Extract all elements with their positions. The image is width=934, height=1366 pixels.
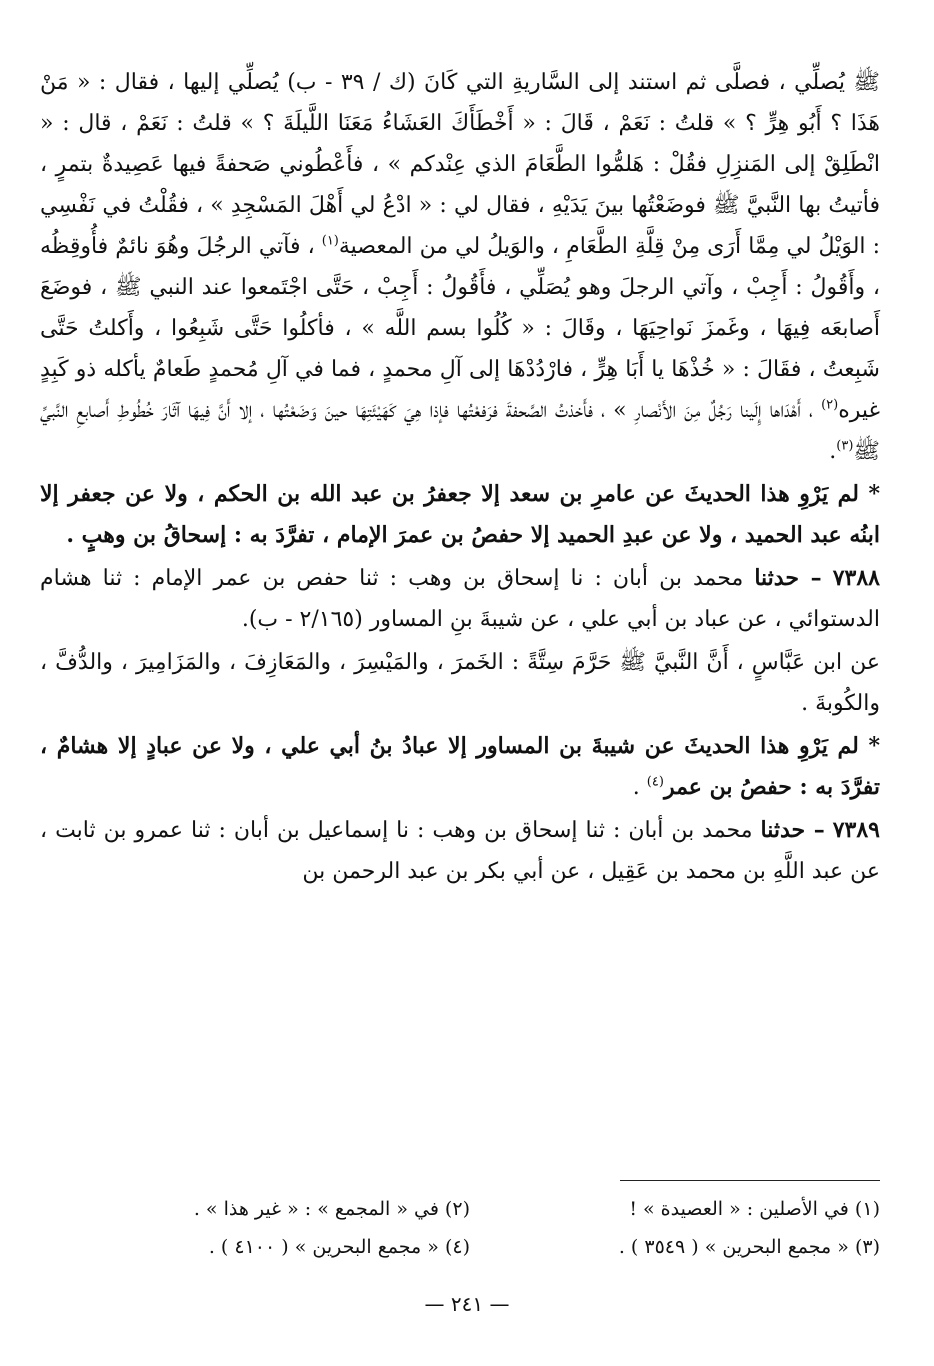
isnad-commentary-1: * لم يَرْوِ هذا الحديثَ عن عامرِ بن سعد إلا جعفرُ بن عبد الله بن الحكم ، ولا عن جعفر إلا ابنُه عبد الحميد ، ولا عن عبدِ الحميد إلا حفصُ بن عمرَ الإمام ، تفرَّدَ به : إسحاقُ بن وهبٍ .	[40, 481, 880, 548]
hadith-number: ٧٣٨٨	[832, 565, 880, 591]
hadith-text-part2: ، فآتي الرجُلَ وهُوَ نائمٌ فأُوقِظُه ، وأَقُولُ : أَجِبْ ، وآتي الرجلَ وهو يُصَلِّي ، فأَقُولُ : أَجِبْ ، حَتَّى اجْتَمعوا عند النبي ﷺ ، فوضَعَ أَصابعَه فِيهَا ، وغَمزَ نَواحِيَهَا ، وقَالَ : « كُلُوا بسم اللَّه » ، فأكلُوا حَتَّى شَبِعُوا ، وأَكلتُ حَتَّى شَبِعتُ ، فقَالَ : « خُذْهَا يا أَبَا هِرٍّ ، فارْدُدْهَا إلى آلِ محمدٍ ، فما في آلِ مُحمدٍ طَعامٌ يأكله ذو كَبِدٍ غيره	[40, 234, 881, 423]
footnote-1: (١) في الأصلين : « العصيدة » !	[629, 1198, 880, 1220]
footnote-marker-3: (٣)	[836, 438, 854, 454]
hadith-text-part3: ، أَهْدَاها إِلَينا رَجُلٌ مِنَ الأَنْصارِ » ، فأَخذتُ الصَّحفةَ فرَفعْتُها فإذا هِيَ كَهَيْئَتِهَا حينَ وَضَعْتُها ، إلا أَنَّ فِيهَا آثَارَ خُطُوطِ أَصابعِ النَّبيِّ ﷺ	[40, 398, 880, 464]
hadith-text	[40, 62, 880, 472]
page-number: — ٢٤١ —	[424, 1292, 510, 1316]
footnote-marker-2: (٢)	[821, 397, 839, 413]
footnote-row	[60, 1228, 880, 1266]
haddathana-label: – حدثنا	[754, 565, 822, 591]
hadith-7388-matn: عن ابن عَبَّاسٍ ، أَنَّ النَّبيَّ ﷺ حَرَّمَ سِتَّةً : الخَمرَ ، والمَيْسِرَ ، والمَعَازِفَ ، والمَزَامِيرَ ، والدُّفَّ ، والكُوبةَ .	[40, 650, 880, 716]
page-body	[40, 62, 880, 892]
hadith-text-end: .	[829, 439, 837, 464]
chain-text: محمد بن أبان : نا إسحاق بن وهب : ثنا حفص بن عمر الإمام : ثنا هشام الدستوائي ، عن عباد بن أبي علي ، عن شيبةَ بنِ المساور (٢/١٦٥ - ب).	[40, 566, 880, 632]
chain-text: محمد بن أبان : ثنا إسحاق بن وهب : نا إسماعيل بن أبان : ثنا عمرو بن ثابت ، عن عبد اللَّهِ بن محمد بن عَقِيل ، عن أبي بكر بن عبد الرحمن بن	[40, 818, 880, 884]
footnote-3: (٣) « مجمع البحرين » ( ٣٥٤٩ ) .	[618, 1236, 880, 1258]
isnad-commentary-2	[40, 726, 880, 808]
footnote-marker-1: (١)	[321, 233, 339, 249]
footnotes	[60, 1190, 880, 1266]
footnote-row	[60, 1190, 880, 1228]
hadith-number: ٧٣٨٩	[832, 817, 880, 843]
commentary-text: * لم يَرْوِ هذا الحديثَ عن شيبةَ بن المساور إلا عبادُ بنُ أبي علي ، ولا عن عبادٍ إلا هشامٌ ، تفرَّدَ به : حفصُ بن عمر	[40, 733, 880, 800]
commentary-tail: .	[632, 775, 640, 800]
hadith-7388-chain	[40, 558, 880, 640]
footnote-marker-4: (٤)	[646, 774, 664, 790]
footnote-divider	[620, 1180, 880, 1181]
footnote-2: (٢) في « المجمع » : « غير هذا » .	[193, 1198, 470, 1220]
hadith-7389-chain	[40, 810, 880, 892]
footnote-4: (٤) « مجمع البحرين » ( ٤١٠٠ ) .	[208, 1236, 470, 1258]
hadith-text-part1: ﷺ يُصلِّي ، فصلَّى ثم استند إلى السَّاريةِ التي كَانَ (ك / ٣٩ - ب) يُصلِّي إليها ، فقال : « مَنْ هَذَا ؟ أَبُو هِرٍّ ؟ » قلتُ : نَعَمْ ، قَالَ : « أَخْطَأَكَ العَشَاءُ مَعَنَا اللَّيلَةَ ؟ » قلتُ : نَعَمْ ، قال : « انْطَلِقْ إلى المَنزِلِ فقُلْ : هَلمُّوا الطَّعَامَ الذي عِنْدكم » ، فأَعْطُوني صَحفةً فيها عَصِيدةٌ بتمرٍ ، فأتيتُ بها النَّبيَّ ﷺ فوضَعْتُها بينَ يَدَيْهِ ، فقال لي : « ادْعُ لي أَهْلَ المَسْجِدِ » ، فقُلْتُ في نَفْسِي : الوَيْلُ لي مِمَّا أَرَى مِنْ قِلَّةِ الطَّعَامِ ، والوَيلُ لي من المعصية	[40, 70, 881, 259]
haddathana-label: – حدثنا	[760, 817, 825, 843]
